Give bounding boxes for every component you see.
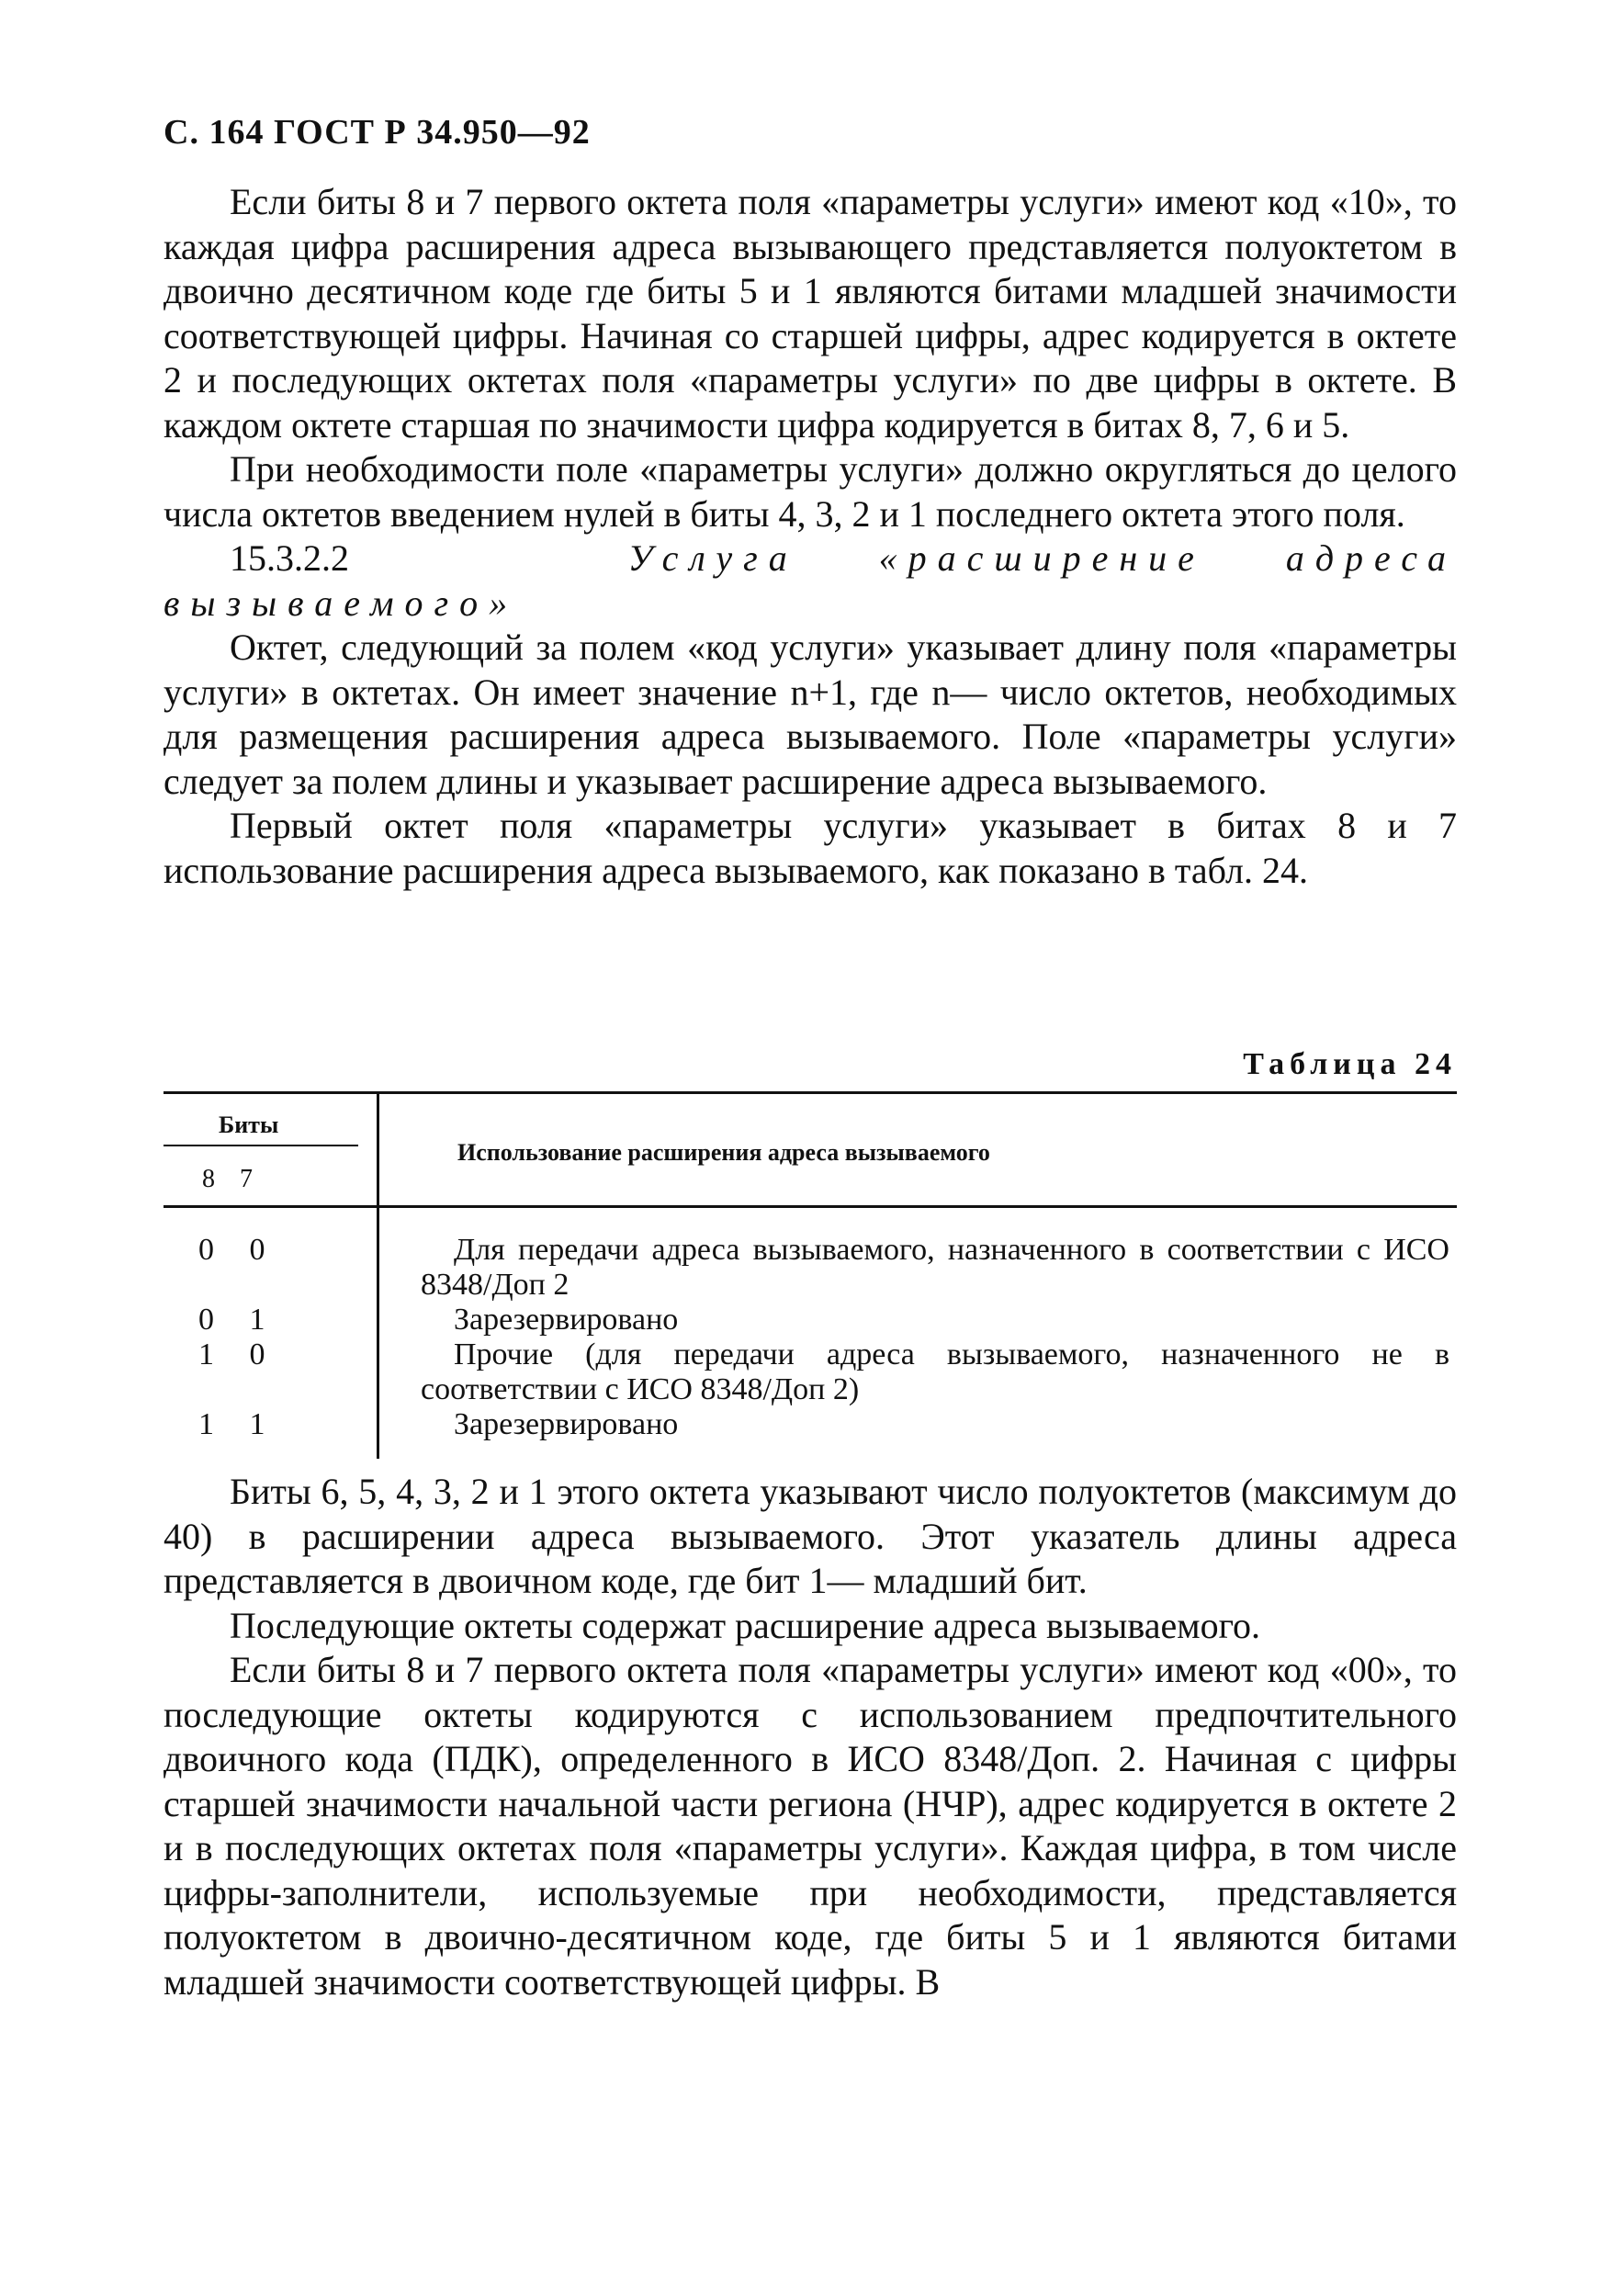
paragraph-2: При необходимости поле «параметры услуги» должно округляться до целого числа октетов введением нулей в биты 4, 3, 2 и 1 последнего октета этого поля. [164, 448, 1457, 535]
section-number: 15.3.2.2 [230, 537, 349, 579]
lower-text-block [164, 1470, 1457, 2004]
row-bits: 0 1 [198, 1303, 265, 1337]
row-bits: 1 1 [198, 1407, 265, 1441]
row-desc: Прочие (для передачи адреса вызываемого, назначенного не в соответствии с ИСО 8348/Доп 2) [421, 1337, 1449, 1406]
upper-text-block [164, 180, 1457, 893]
bits-subheader-rule [164, 1145, 358, 1146]
paragraph-1: Если биты 8 и 7 первого октета поля «параметры услуги» имеют код «10», то каждая цифра расширения адреса вызывающего представляется полуоктетом в двоично десятичном коде где биты 5 и 1 являются битами младшей значимости соответствующей цифры. Начиная со старшей цифры, адрес кодируется в октете 2 и последующих октетах поля «параметры услуги» по две цифры в октете. В каждом октете старшая по значимости цифра кодируется в битах 8, 7, 6 и 5. [164, 181, 1457, 446]
row-desc: Зарезервировано [454, 1407, 679, 1441]
table-column-divider [377, 1091, 379, 1459]
paragraph-6: Последующие октеты содержат расширение адреса вызываемого. [230, 1604, 1260, 1646]
paragraph-3: Октет, следующий за полем «код услуги» указывает длину поля «параметры услуги» в октетах. Он имеет значение n+1, где n— число октетов, необходимых для размещения расширения адреса вызываемого. Поле «параметры услуги» следует за полем длины и указывает расширение адреса вызываемого. [164, 626, 1457, 802]
page-header: С. 164 ГОСТ Р 34.950—92 [164, 113, 591, 152]
table-top-rule [164, 1091, 1457, 1094]
header-usage: Использование расширения адреса вызываемого [457, 1139, 990, 1166]
row-desc: Зарезервировано [454, 1303, 679, 1337]
paragraph-7: Если биты 8 и 7 первого октета поля «параметры услуги» имеют код «00», то последующие октеты кодируются с использованием предпочтительного двоичного кода (ПДК), определенного в ИСО 8348/Доп. 2. Начиная с цифры старшей значимости начальной части региона (НЧР), адрес кодируется в октете 2 и в последующих октетах поля «параметры услуги». Каждая цифра, в том числе цифры-заполнители, используемые при необходимости, представляется полуоктетом в двоично-десятичном коде, где биты 5 и 1 являются битами младшей значимости соответствующей цифры. В [164, 1649, 1457, 2003]
row-bits: 1 0 [198, 1337, 265, 1371]
bits-table [164, 1091, 1457, 1459]
paragraph-5: Биты 6, 5, 4, 3, 2 и 1 этого октета указывают число полуоктетов (максимум до 40) в расширении адреса вызываемого. Этот указатель длины адреса представляется в двоичном коде, где бит 1— младший бит. [164, 1471, 1457, 1601]
header-bits: Биты [219, 1112, 279, 1138]
header-bits-numbers: 8 7 [202, 1165, 253, 1193]
section-title: Услуга «расширение адреса вызываемого» [164, 537, 1458, 624]
row-bits: 0 0 [198, 1233, 265, 1267]
table-header-rule [164, 1205, 1457, 1208]
section-heading [164, 536, 1457, 626]
row-desc: Для передачи адреса вызываемого, назначенного в соответствии с ИСО 8348/Доп 2 [421, 1233, 1449, 1302]
table-caption: Таблица 24 [1243, 1047, 1457, 1081]
paragraph-4: Первый октет поля «параметры услуги» указывает в битах 8 и 7 использование расширения адреса вызываемого, как показано в табл. 24. [164, 805, 1457, 891]
